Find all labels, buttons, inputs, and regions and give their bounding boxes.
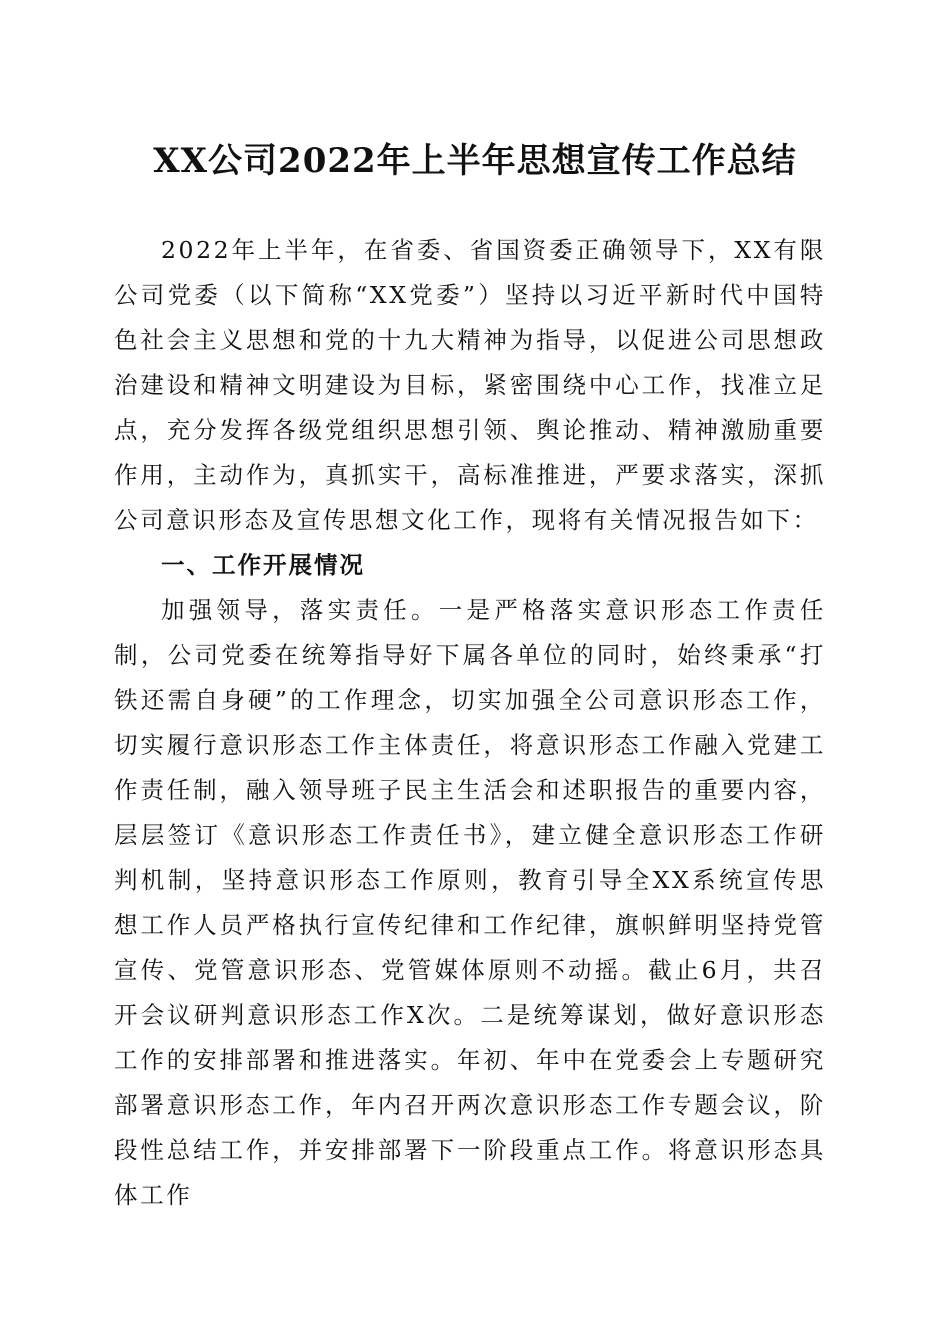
document-body [114, 228, 826, 1218]
section-heading: 一、工作开展情况 [161, 551, 365, 579]
intro-paragraph: 2022年上半年，在省委、省国资委正确领导下，XX有限公司党委（以下简称“XX党委”）坚持以习近平新时代中国特色社会主义思想和党的十九大精神为指导，以促进公司思想政治建设和精神文明建设为目标，紧密围绕中心工作，找准立足点，充分发挥各级党组织思想引领、舆论推动、精神激励重要作用，主动作为，真抓实干，高标准推进，严要求落实，深抓公司意识形态及宣传思想文化工作，现将有关情况报告如下： [114, 236, 826, 534]
section-paragraph: 加强领导，落实责任。一是严格落实意识形态工作责任制，公司党委在统筹指导好下属各单位的同时，始终秉承“打铁还需自身硬”的工作理念，切实加强全公司意识形态工作，切实履行意识形态工作主体责任，将意识形态工作融入党建工作责任制，融入领导班子民主生活会和述职报告的重要内容，层层签订《意识形态工作责任书》，建立健全意识形态工作研判机制，坚持意识形态工作原则，教育引导全XX系统宣传思想工作人员严格执行宣传纪律和工作纪律，旗帜鲜明坚持党管宣传、党管意识形态、党管媒体原则不动摇。截止6月，共召开会议研判意识形态工作X次。二是统筹谋划，做好意识形态工作的安排部署和推进落实。年初、年中在党委会上专题研究部署意识形态工作，年内召开两次意识形态工作专题会议，阶段性总结工作，并安排部署下一阶段重点工作。将意识形态具体工作 [114, 596, 826, 1209]
document-title: XX公司2022年上半年思想宣传工作总结 [153, 141, 797, 181]
